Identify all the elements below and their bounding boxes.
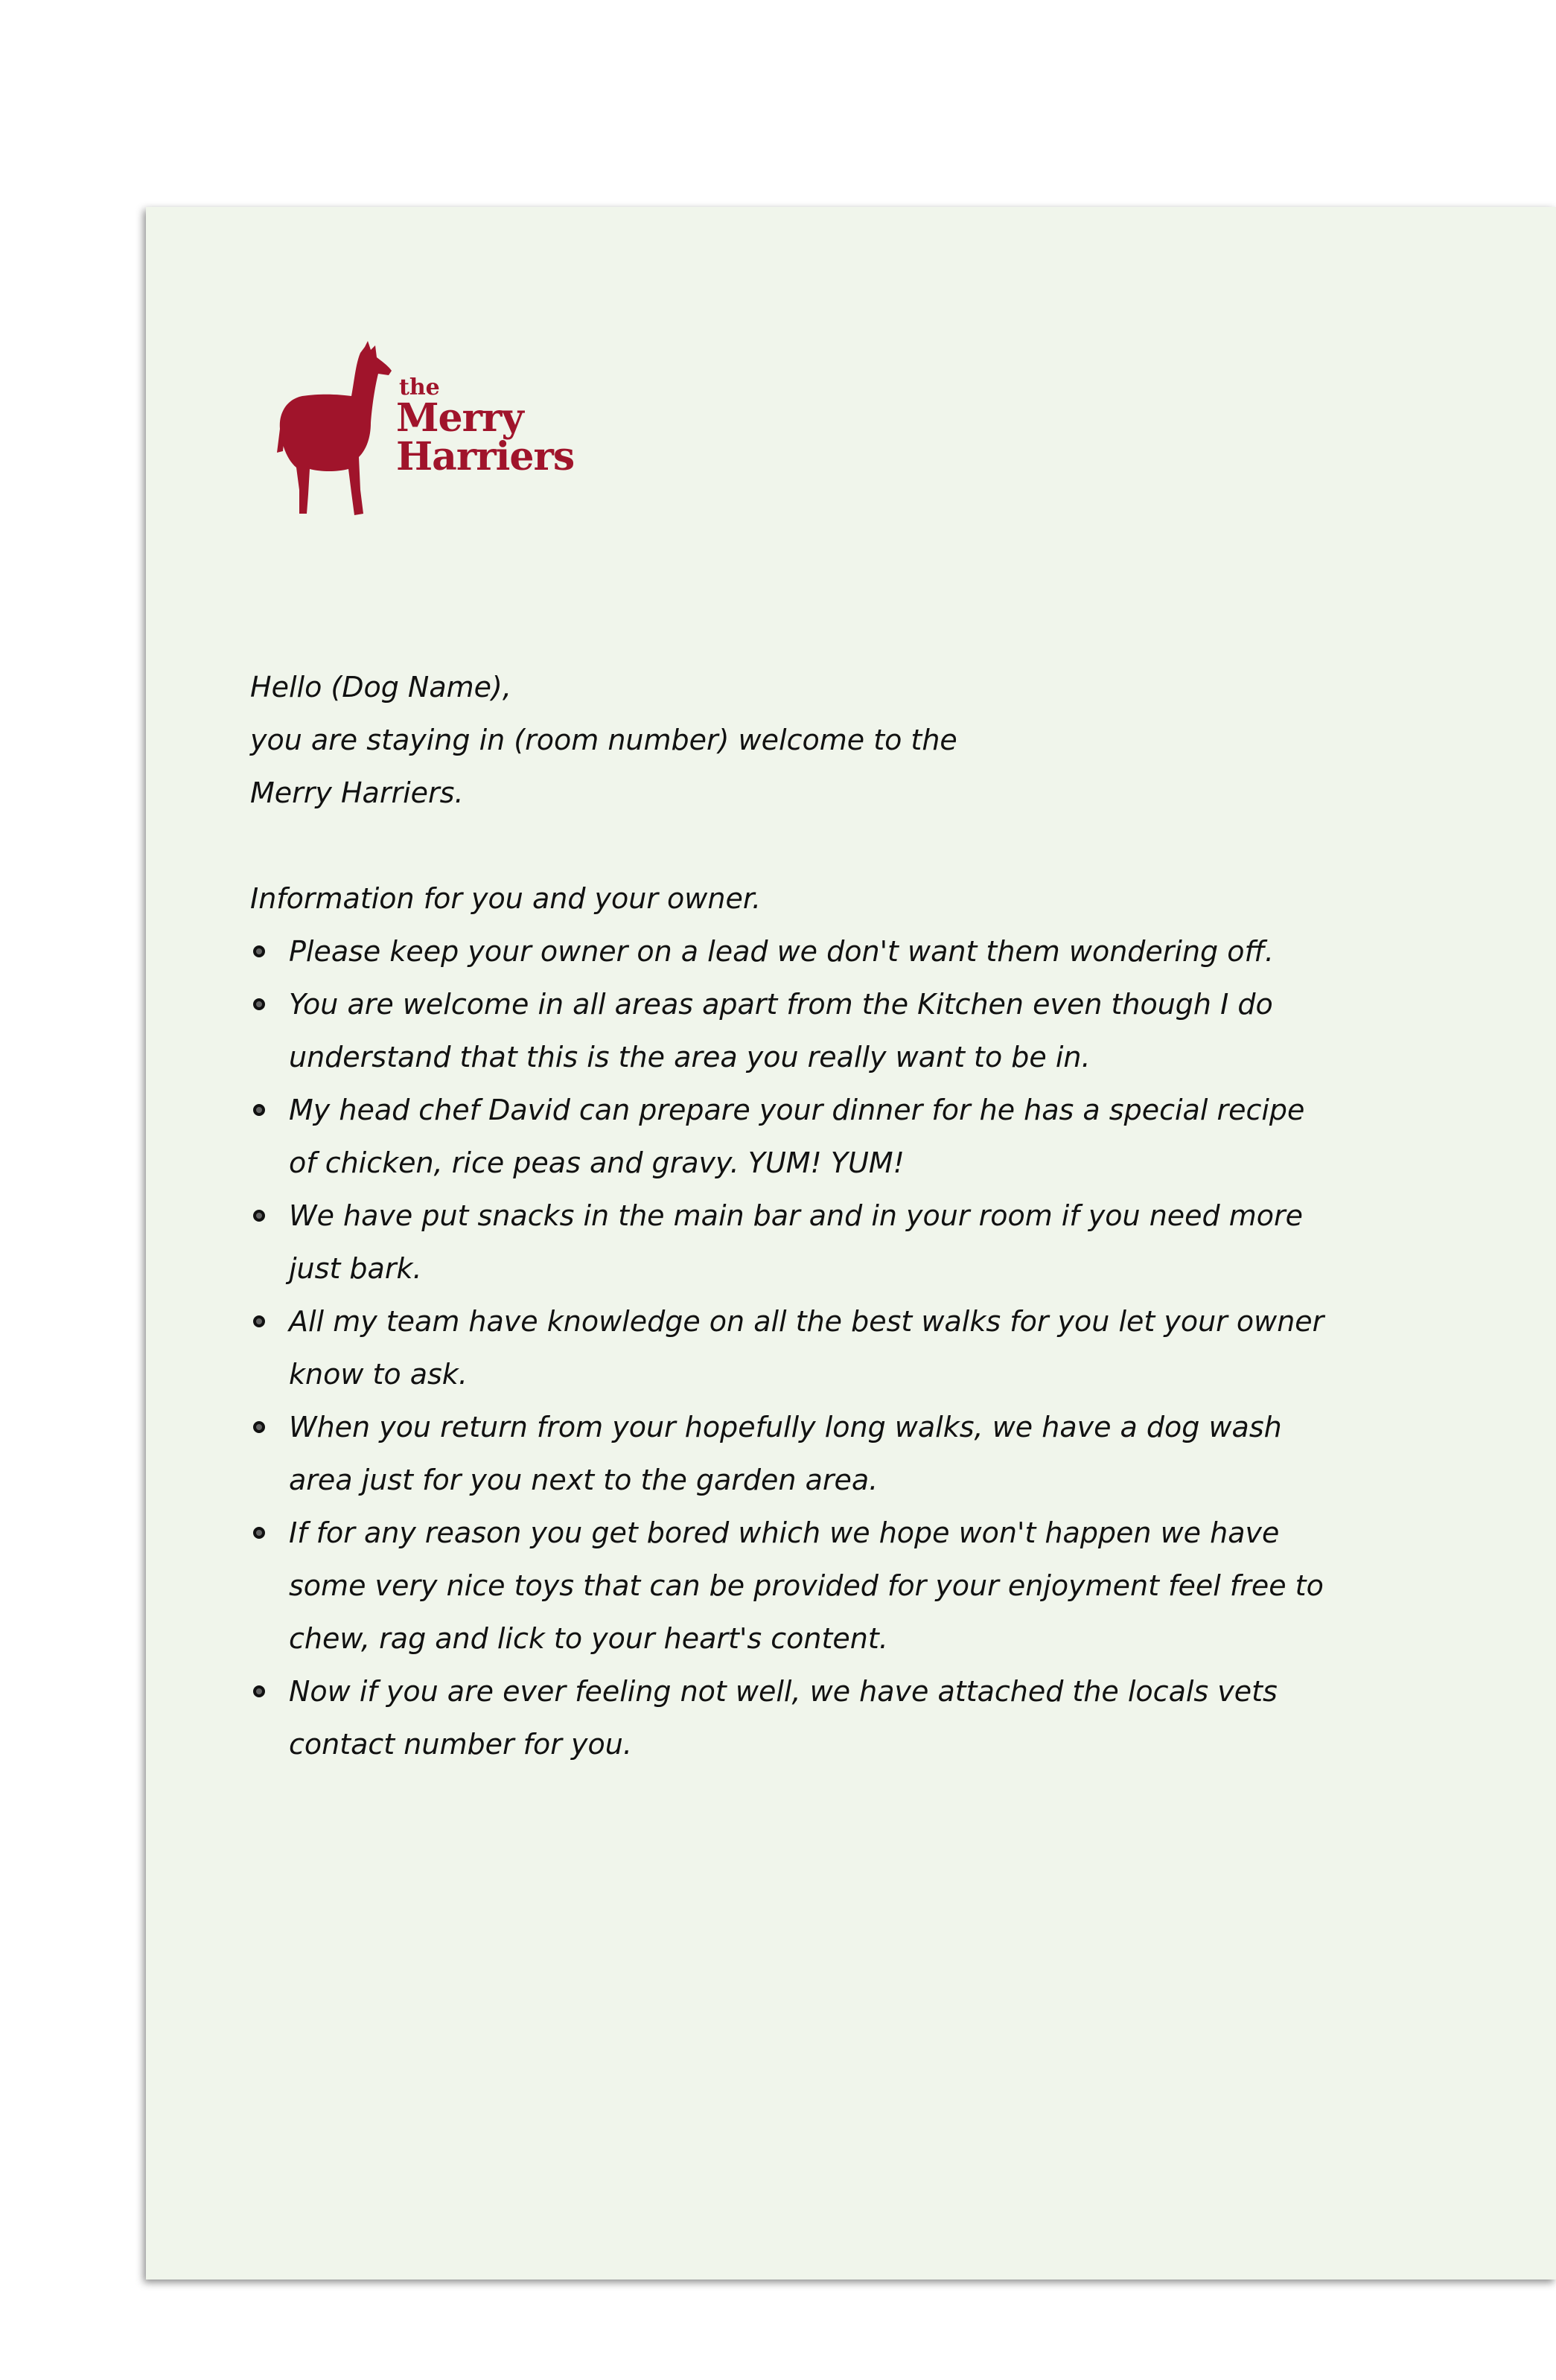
- brand-the: the: [399, 374, 440, 401]
- list-item-text: Please keep your owner on a lead we don't want them wondering off.: [289, 935, 1275, 968]
- info-list: [250, 925, 1337, 1771]
- list-item: [250, 1507, 1337, 1665]
- list-item-text: All my team have knowledge on all the best walks for you let your owner know to ask.: [289, 1305, 1324, 1391]
- list-item: [250, 1295, 1337, 1401]
- greeting: [250, 661, 1337, 820]
- bullet-icon: [253, 1315, 265, 1327]
- logo: [277, 341, 612, 520]
- intro-heading: Information for you and your owner.: [250, 882, 762, 915]
- list-item: [250, 978, 1337, 1084]
- greeting-line: Hello (Dog Name),: [250, 671, 511, 704]
- bullet-icon: [253, 1421, 265, 1433]
- list-item-text: When you return from your hopefully long walks, we have a dog wash area just for you next to the garden area.: [289, 1411, 1282, 1496]
- brand-name: [396, 374, 575, 479]
- list-item: [250, 925, 1337, 978]
- letter-body: [250, 661, 1337, 1771]
- letter-page: [146, 207, 1556, 2279]
- list-item-text: Now if you are ever feeling not well, we have attached the locals vets contact number for you.: [289, 1675, 1278, 1761]
- bullet-icon: [253, 1104, 265, 1116]
- greeting-line: Merry Harriers.: [250, 776, 464, 809]
- brand-merry: Merry: [396, 395, 523, 441]
- list-item-text: We have put snacks in the main bar and in your room if you need more just bark.: [289, 1199, 1304, 1285]
- list-item-text: My head chef David can prepare your dinner for he has a special recipe of chicken, rice peas and gravy. YUM! YUM!: [289, 1094, 1305, 1179]
- brand-harriers: Harriers: [396, 434, 575, 479]
- bullet-icon: [253, 945, 265, 957]
- llama-icon: [277, 341, 396, 520]
- list-item-text: You are welcome in all areas apart from the Kitchen even though I do understand that this is the area you really want to be in.: [289, 988, 1273, 1073]
- bullet-icon: [253, 1527, 265, 1539]
- list-item: [250, 1665, 1337, 1771]
- bullet-icon: [253, 1685, 265, 1697]
- list-item-text: If for any reason you get bored which we hope won't happen we have some very nice toys that can be provided for your enjoyment feel free to chew, rag and lick to your heart's content.: [289, 1516, 1324, 1655]
- list-item: [250, 1084, 1337, 1190]
- list-item: [250, 1190, 1337, 1295]
- bullet-icon: [253, 998, 265, 1010]
- bullet-icon: [253, 1210, 265, 1222]
- greeting-line: you are staying in (room number) welcome to the: [250, 724, 957, 756]
- list-item: [250, 1401, 1337, 1507]
